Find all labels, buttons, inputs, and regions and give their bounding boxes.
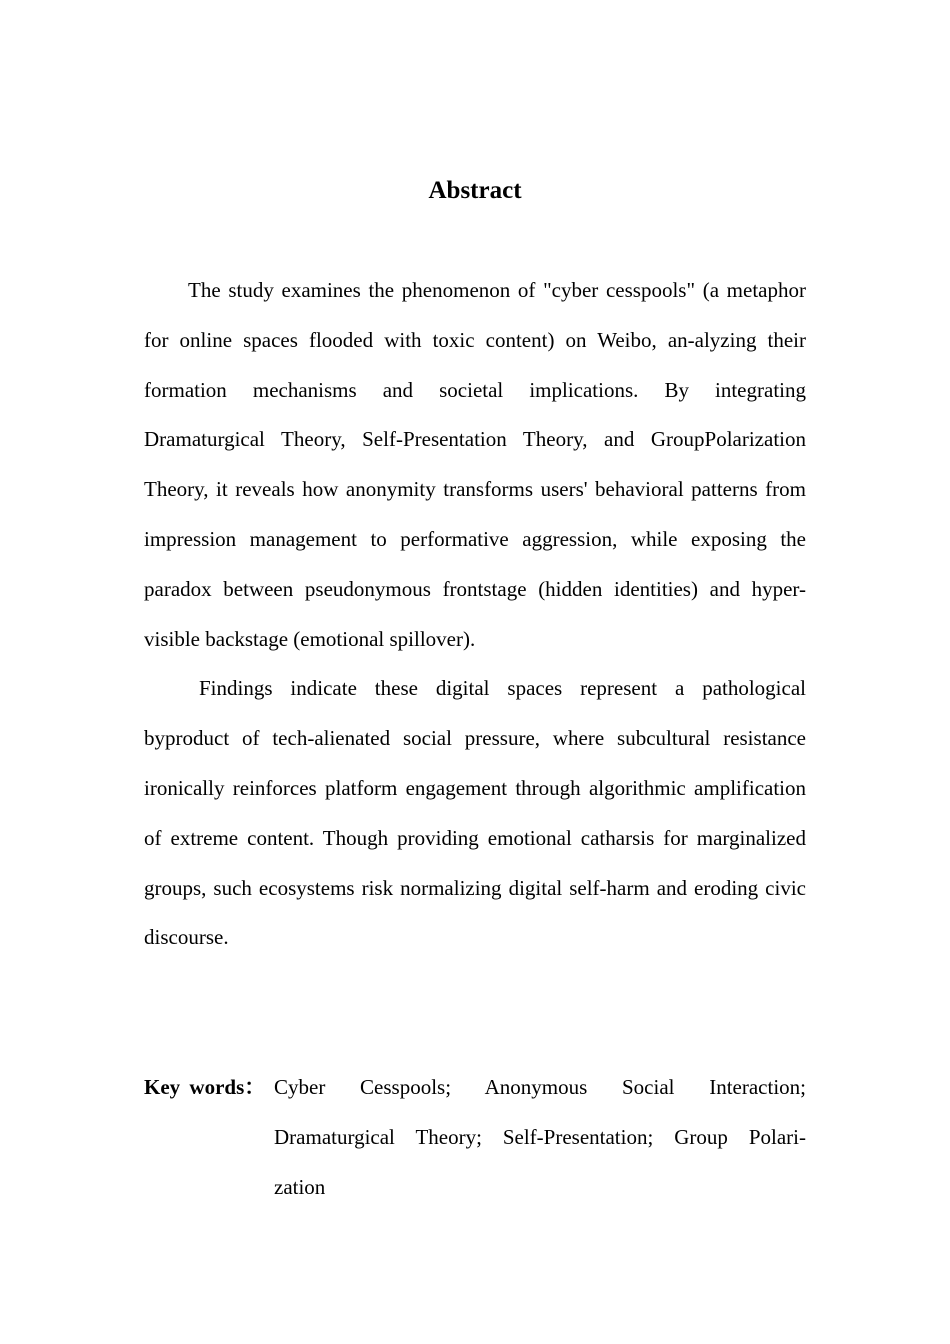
abstract-paragraph-2: Findings indicate these digital spaces represent a pathological byproduct of tech-alienated social pressure, where subcultural resistance ironically reinforces platform engagement through algorithmic amplification of extreme content. Though providing emotional catharsis for marginalized groups, such ecosystems risk normalizing digital self-harm and eroding civic discourse. <box>144 676 806 950</box>
abstract-body <box>144 266 806 963</box>
keywords-text: Cyber Cesspools; Anonymous Social Interaction; Dramaturgical Theory; Self-Presentation; Group Polari-zation <box>274 1075 806 1199</box>
abstract-paragraph-1: The study examines the phenomenon of "cyber cesspools" (a metaphor for online spaces flooded with toxic content) on Weibo, an-alyzing their formation mechanisms and societal implications. By integrating Dramaturgical Theory, Self-Presentation Theory, and GroupPolarization Theory, it reveals how anonymity transforms users' behavioral patterns from impression management to performative aggression, while exposing the paradox between pseudonymous frontstage (hidden identities) and hyper-visible backstage (emotional spillover). <box>144 278 806 651</box>
keywords-section <box>144 1063 806 1212</box>
abstract-title: Abstract <box>428 177 522 204</box>
keywords-label: Key words： <box>144 1075 266 1099</box>
